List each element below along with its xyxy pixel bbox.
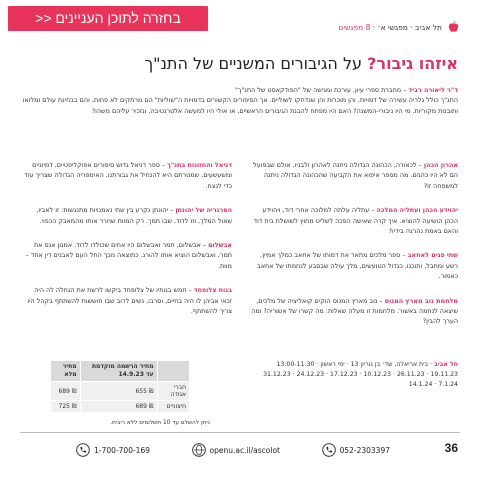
phone-contact[interactable] [322, 443, 390, 457]
website-link[interactable] [192, 443, 280, 457]
breadcrumb [338, 23, 442, 32]
lecture-heading: מלחמת נוב מארץ המנוס [384, 296, 458, 305]
lecture-heading: בנות צלופחד [193, 286, 232, 295]
payment-note: ניתן להשלם עד 10 תשלומים ללא ריבית. [110, 420, 210, 426]
lecture-heading: יהוידע הכהן ועתליה המלכה [376, 206, 458, 215]
lecture-heading: שתי פנים לאחאב [407, 251, 458, 260]
price-row-label: חברי אגודה [157, 382, 189, 401]
breadcrumb-sessions: 8 מפגשים [338, 23, 371, 32]
phone-number: 052-2303397 [339, 445, 390, 455]
price-header-early: מחיר הרשמה מוקדמת עד 14.9.23 [80, 361, 157, 382]
lecture-text: – חמש בנותיו של צלופחד ביקשו לרשת את הנחלה לה היה זכאי אביהן לו היה בחיים, וסרבו, נשים לרוב שבו חוששות להשתתף בקהל היו צריך להשתתף. [27, 286, 232, 316]
page-title [22, 54, 458, 73]
price-full-value: ₪ 689 [51, 382, 81, 401]
intro-body: התנ"ך כולל גלריה עשירה של דמויות, והן מוכרות והן שנדחקו לשוליים. אך הסיפורים הקשורים בדמויות ה"שוליות" הם מרתקים לא פחות, והם בבחינת עולם ומלואו ותובנות מקוריות. מי היו גיבורי-המשנה? האם היו מפתח להבנת הגיבורים הראשיים, או אולי היו למעשה אלטרנטיבה, ונזכיר עליהם משהו? [22, 96, 458, 115]
breadcrumb-separator: · [370, 23, 378, 32]
schedule-city: תל אביב [434, 361, 458, 368]
top-bar [0, 0, 480, 34]
lecture-item [22, 240, 232, 271]
lecturer-credentials: – מחברת ספרי עיון, עורכת ומגישה של "הפודקאסט של התנ"ך" [234, 86, 409, 94]
price-full-value: ₪ 725 [51, 401, 81, 413]
lecturer-name: ד"ר ליאורה רביד [408, 86, 458, 94]
phone-contact-secondary[interactable] [76, 443, 150, 457]
lectures-column-left [22, 160, 232, 330]
price-header-blank [157, 361, 189, 382]
schedule-block [248, 360, 458, 390]
price-early-value: ₪ 689 [80, 401, 157, 413]
price-row-label: חיצוניים [157, 401, 189, 413]
lecture-heading: אבשלום [208, 241, 232, 250]
breadcrumb-separator: · [407, 23, 416, 32]
intro-paragraph [22, 85, 458, 116]
lecture-text: – ספר מלכים מתאר את דמותו של אחאב כמלך אמיץ, רשע ומחבל, ותוכנו, כגדול הטועשים, מלך עולה שבסבע לנחמתו של אחאב כאמור. [257, 251, 458, 281]
lecture-item [248, 205, 458, 236]
lecture-text: – אבשלום, תמר ואבשלום היו אחים שכולדו לדוד. אמנון אנס את תמר, ואבשלום הוציא אותו להורג. כתוצאה מכך החל העם לאבנים דין אחד – מוות. [25, 241, 232, 270]
title-emphasis: איזהו גיבור? [367, 54, 458, 73]
lecture-item [248, 160, 458, 191]
lecture-item [248, 296, 458, 327]
lecture-item [22, 160, 232, 191]
lecture-text: – נוב מארץ המנוס הוקים קואליציה של מלכים, שיצאה לנחמה באשור. מלחמות זו מעלה שאלות: מה קשרו של אשוריה? ומה הערך להבין? [251, 296, 458, 326]
lectures-column-right [248, 160, 458, 341]
lecture-text: – ספר דניאל גדוש סיפורים אפוקליפטיים, דמיוניים ומשעשעים, שמטרתם היא להנחיל את גבורתנו, האימפריה הגדולה שצריך עוד כדי לנצח. [24, 161, 232, 190]
table-row [51, 382, 190, 401]
lecture-text: – עתליה עלתה למלוכה אחרי דוד, ויהוידע הכהן הושיעה להוציא. איך קרה שאישה הפכה לשליט מחוץ לשושלת בית דוד והאם באמת נהרגה בידיו? [253, 206, 458, 236]
price-table [50, 360, 190, 413]
globe-icon [192, 443, 206, 457]
title-rest: על הגיבורים המשניים של התנ"ך [144, 54, 368, 73]
lecture-heading: הסרגריה של יהונתן [175, 206, 232, 215]
phone-number: 1-700-700-169 [94, 445, 150, 455]
price-header-full: מחיר מלא [51, 361, 81, 382]
breadcrumb-series: מפגשי א׳ [377, 23, 408, 32]
website-url: openu.ac.il/ascolot [209, 445, 280, 455]
apple-logo-icon [447, 21, 460, 34]
phone-icon [322, 443, 336, 457]
price-early-value: ₪ 655 [80, 382, 157, 401]
schedule-dates: 7.1.24 · 14.1.24 [408, 381, 458, 388]
back-to-toc-button[interactable]: בחזרה לתוכן העניינים << [8, 6, 208, 31]
breadcrumb-city: תל אביב [415, 23, 442, 32]
table-row [51, 401, 190, 413]
lecture-text: – לכאורה, הכהונה הגדולה ניתנה לאהרון ולבניו, אולם שבפועל הם לא היו כהנים. מה מספר איפוא את הקביעה שהכהונה הגדולה ניתנה למשפחה זו? [253, 161, 458, 190]
phone-icon [76, 443, 90, 457]
lecture-heading: אהרון הכהן [423, 161, 458, 169]
lecture-heading: דניאל והחזונות בתנ"ך [167, 161, 232, 169]
footer-divider [20, 432, 460, 433]
lecture-item [22, 285, 232, 316]
lecture-text: – יהונתן נקרע בין שתי נאמנויות מתנגשות: זו לאביו, שאול המלך, וזו לדוד, שבו תמך. רק המוות שחרר אותו מהמאבק הכפוי. [36, 206, 232, 225]
lecture-item [22, 205, 232, 226]
lecture-item [248, 250, 458, 281]
page-number: 36 [444, 441, 458, 455]
price-table-header [51, 361, 190, 382]
schedule-venue: · בית אריאלה, שד׳ בן גוריון 13 · ימי ראשון · 13:00-11:30 [276, 361, 434, 368]
schedule-dates: 19.11.23 · 26.11.23 · 10.12.23 · 17.12.23 · 24.12.23 · 31.12.23 [263, 371, 458, 378]
